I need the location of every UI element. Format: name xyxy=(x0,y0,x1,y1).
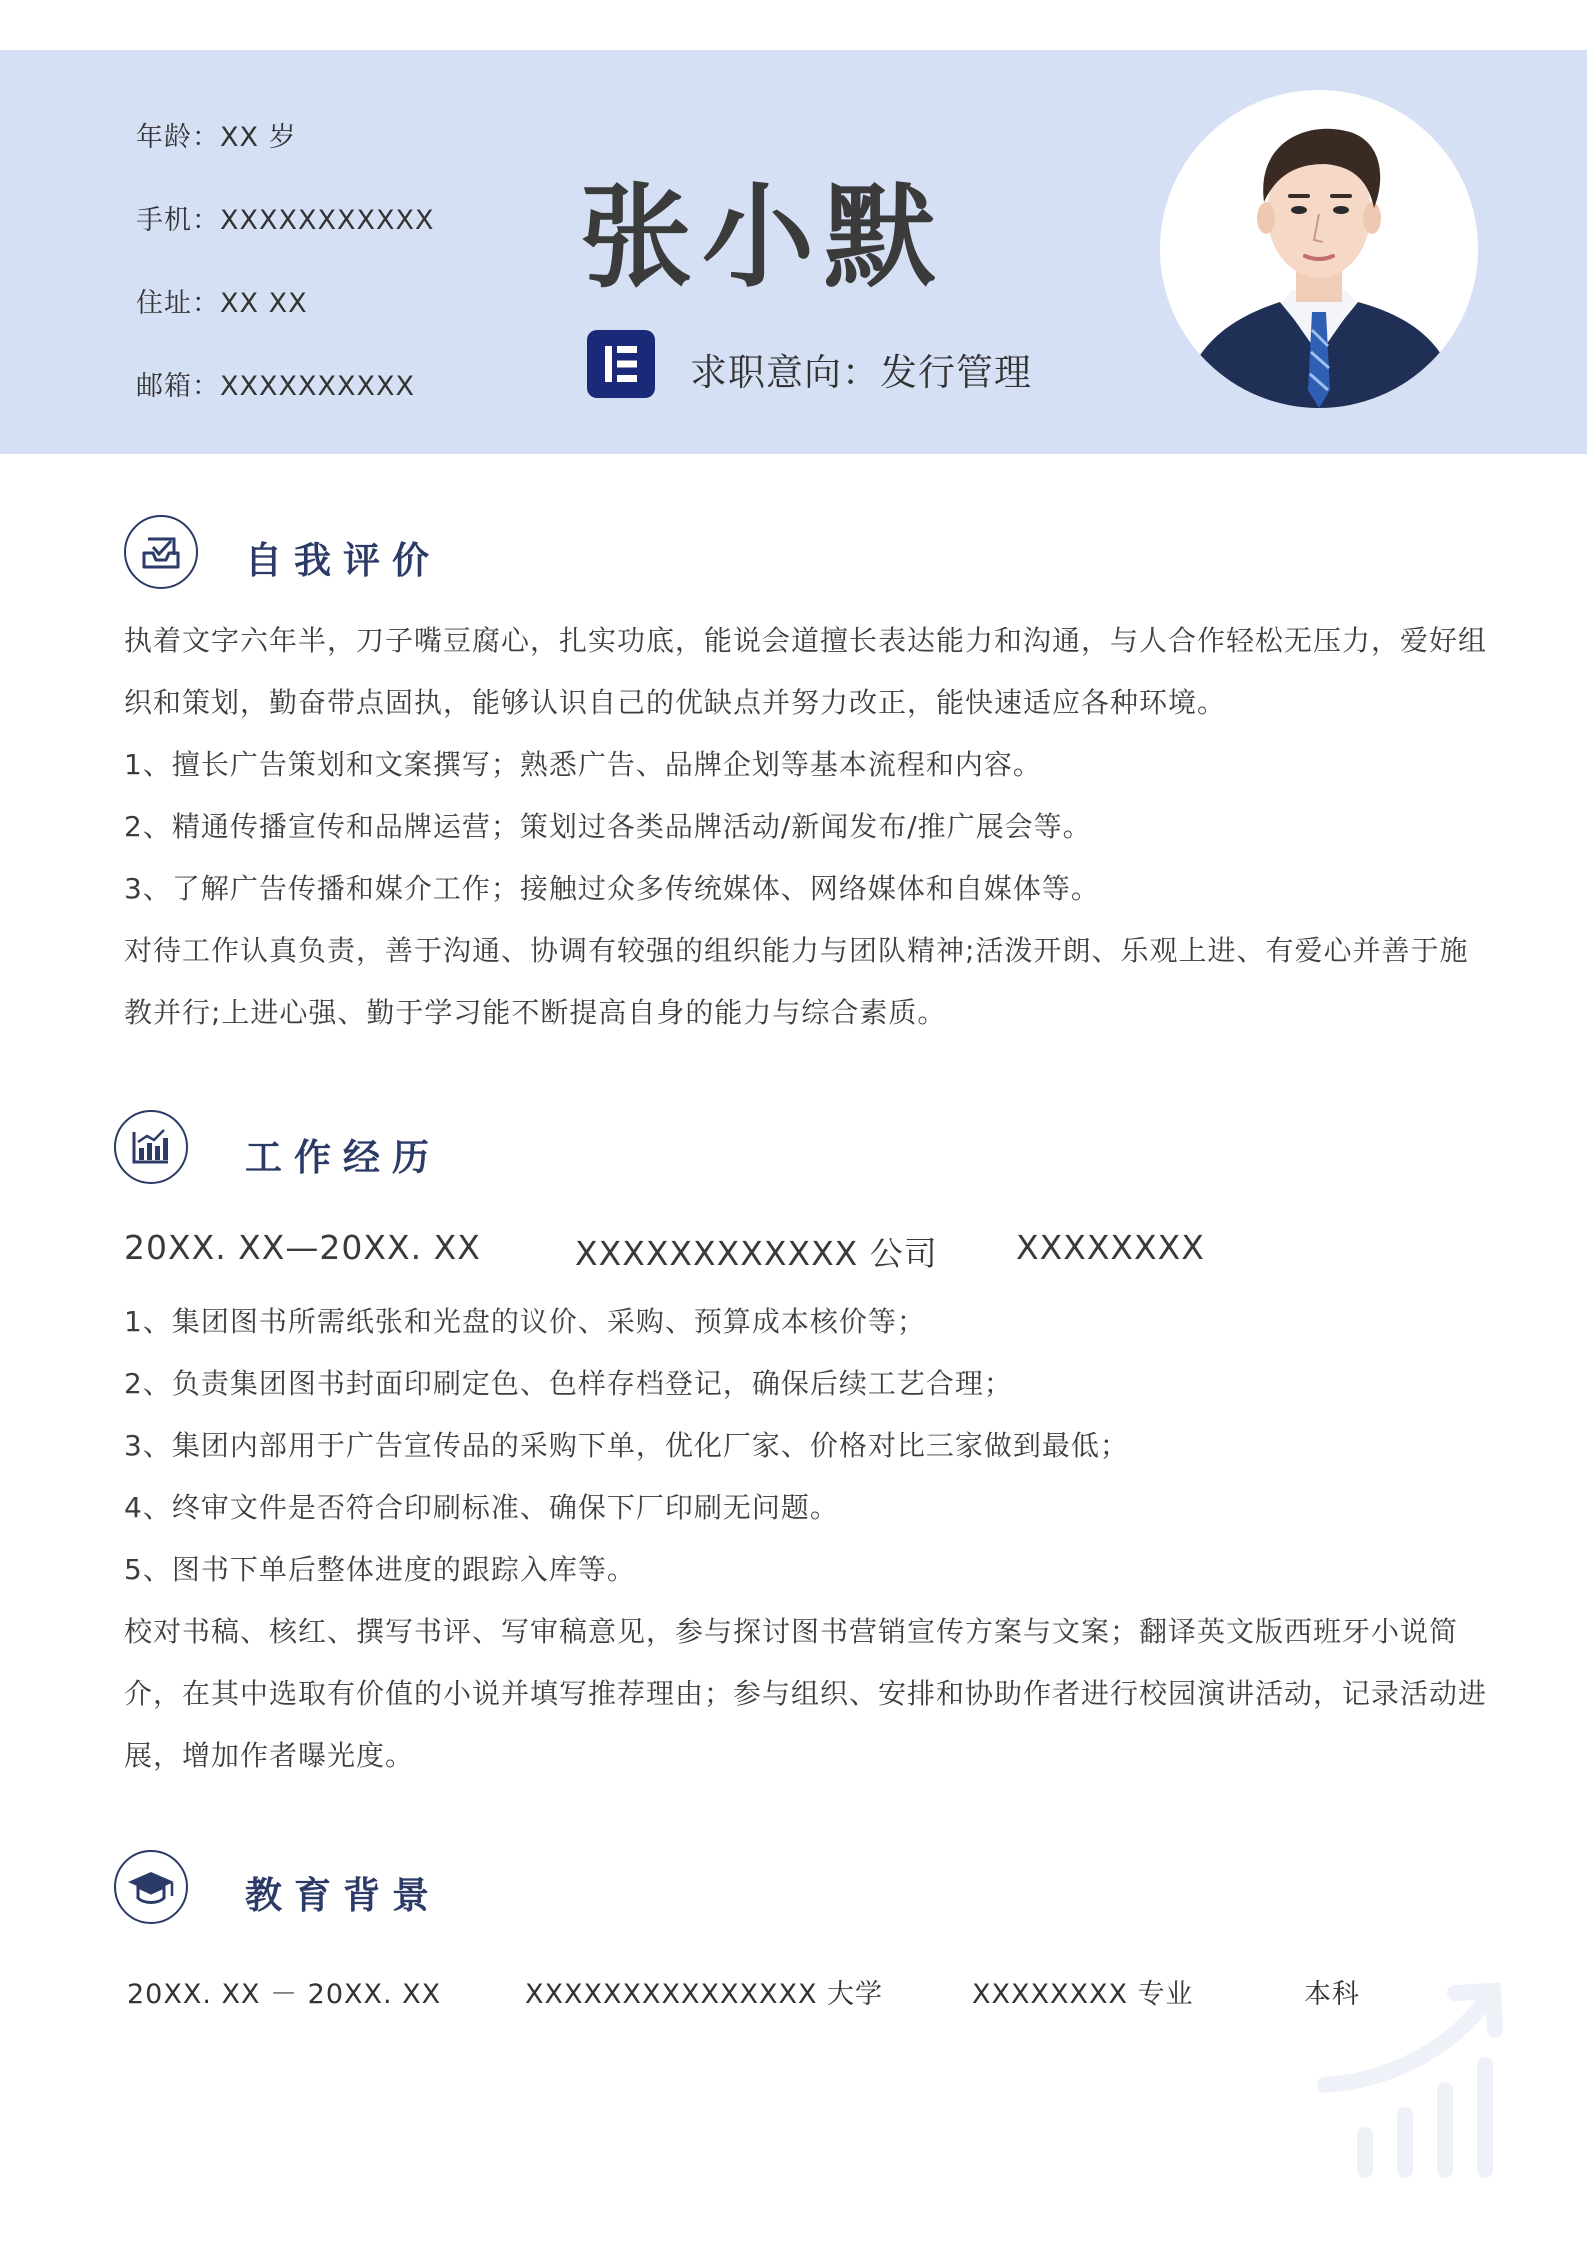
address-info: 住址：XX XX xyxy=(136,288,308,319)
graduation-cap-icon xyxy=(114,1850,188,1924)
work-period: 20XX. XX—20XX. XX xyxy=(124,1228,481,1267)
bar-chart-icon xyxy=(114,1110,188,1184)
education-title: 教育背景 xyxy=(245,1874,441,1917)
growth-arrow-icon xyxy=(1315,1975,1515,2185)
work-company: XXXXXXXXXXXX 公司 xyxy=(575,1234,938,1273)
age-info: 年龄：XX 岁 xyxy=(136,122,297,153)
edu-period: 20XX. XX － 20XX. XX xyxy=(127,1979,442,2010)
work-line: 4、终审文件是否符合印刷标准、确保下厂印刷无问题。 xyxy=(124,1491,839,1524)
self-eval-line: 执着文字六年半，刀子嘴豆腐心，扎实功底，能说会道擅长表达能力和沟通，与人合作轻松无压力，爱好组织和策划，勤奋带点固执，能够认识自己的优缺点并努力改正，能快速适应各种环境。 xyxy=(124,624,1488,719)
avatar xyxy=(1160,90,1478,408)
resume-badge-icon xyxy=(587,330,655,398)
checkbox-tray-icon xyxy=(124,515,198,589)
self-eval-line: 对待工作认真负责，善于沟通、协调有较强的组织能力与团队精神;活泼开朗、乐观上进、有爱心并善于施教并行;上进心强、勤于学习能不断提高自身的能力与综合素质。 xyxy=(124,934,1469,1029)
work-content xyxy=(124,1291,1494,1787)
self-eval-line: 1、擅长广告策划和文案撰写；熟悉广告、品牌企划等基本流程和内容。 xyxy=(124,748,1042,781)
self-eval-title: 自我评价 xyxy=(245,539,441,582)
work-line: 2、负责集团图书封面印刷定色、色样存档登记，确保后续工艺合理； xyxy=(124,1367,1013,1400)
phone-info: 手机：XXXXXXXXXXX xyxy=(136,205,435,236)
edu-major: XXXXXXXX 专业 xyxy=(972,1979,1194,2010)
edu-degree: 本科 xyxy=(1304,1979,1360,2010)
self-eval-line: 3、了解广告传播和媒介工作；接触过众多传统媒体、网络媒体和自媒体等。 xyxy=(124,872,1100,905)
work-line: 校对书稿、核红、撰写书评、写审稿意见，参与探讨图书营销宣传方案与文案；翻译英文版西班牙小说简介，在其中选取有价值的小说并填写推荐理由；参与组织、安排和协助作者进行校园演讲活动，记录活动进展，增加作者曝光度。 xyxy=(124,1615,1488,1772)
self-eval-line: 2、精通传播宣传和品牌运营；策划过各类品牌活动/新闻发布/推广展会等。 xyxy=(124,810,1092,843)
self-eval-content xyxy=(124,610,1494,1044)
edu-school: XXXXXXXXXXXXXXX 大学 xyxy=(525,1979,884,2010)
work-line: 5、图书下单后整体进度的跟踪入库等。 xyxy=(124,1553,636,1586)
job-intent: 求职意向：发行管理 xyxy=(690,351,1032,394)
work-line: 3、集团内部用于广告宣传品的采购下单，优化厂家、价格对比三家做到最低； xyxy=(124,1429,1129,1462)
candidate-name: 张小默 xyxy=(580,173,946,303)
work-position: XXXXXXXX xyxy=(1016,1228,1205,1267)
work-title: 工作经历 xyxy=(245,1136,441,1179)
work-line: 1、集团图书所需纸张和光盘的议价、采购、预算成本核价等； xyxy=(124,1305,926,1338)
email-info: 邮箱：XXXXXXXXXX xyxy=(136,371,415,402)
